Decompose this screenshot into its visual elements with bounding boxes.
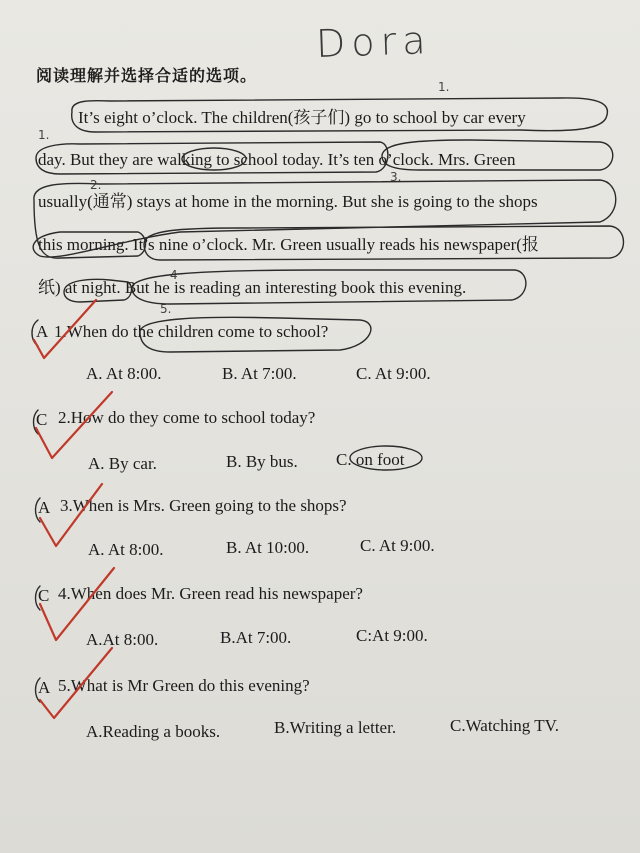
- question-4-answer: C: [38, 586, 50, 605]
- question-5: 5.What is Mr Green do this evening?: [58, 676, 310, 695]
- q1-option-a: A. At 8:00.: [86, 364, 162, 383]
- passage-line-2: day. But they are walking to school today. It’s ten o’clock. Mrs. Green: [38, 150, 516, 169]
- q3-option-c: C. At 9:00.: [360, 536, 435, 555]
- question-3-answer: A: [38, 498, 51, 517]
- margin-mark-3: 3.: [390, 170, 402, 184]
- margin-mark-1: 1.: [38, 128, 50, 142]
- question-1-answer: A: [36, 322, 49, 341]
- q2-option-b: B. By bus.: [226, 452, 298, 471]
- q2-option-a: A. By car.: [88, 454, 157, 473]
- q4-option-a: A.At 8:00.: [86, 630, 159, 649]
- question-3: 3.When is Mrs. Green going to the shops?: [60, 496, 347, 515]
- margin-mark-6: 1.: [438, 80, 450, 94]
- question-2-answer: C: [36, 410, 48, 429]
- q1-option-c: C. At 9:00.: [356, 364, 431, 383]
- passage-line-5: 纸) at night. But he is reading an interesting book this evening.: [38, 278, 467, 297]
- q3-option-a: A. At 8:00.: [88, 540, 164, 559]
- q2-option-c: C. on foot: [336, 450, 405, 469]
- q1-option-b: B. At 7:00.: [222, 364, 297, 383]
- passage-line-4: this morning. It’s nine o’clock. Mr. Green usually reads his newspaper(报: [38, 235, 539, 254]
- exercise-heading: 阅读理解并选择合适的选项。: [36, 66, 258, 85]
- q4-option-c: C:At 9:00.: [356, 626, 428, 645]
- q5-option-c: C.Watching TV.: [450, 716, 559, 735]
- margin-mark-4: 4: [170, 268, 178, 282]
- passage-line-3: usually(通常) stays at home in the morning. But she is going to the shops: [38, 192, 538, 211]
- passage-line-1: It’s eight o’clock. The children(孩子们) go to school by car every: [78, 108, 526, 127]
- question-1: 1.When do the children come to school?: [54, 322, 329, 341]
- q3-option-b: B. At 10:00.: [226, 538, 310, 557]
- question-5-answer: A: [38, 678, 51, 697]
- q5-option-b: B.Writing a letter.: [274, 718, 397, 737]
- margin-mark-2: 2.: [90, 178, 102, 192]
- question-2: 2.How do they come to school today?: [58, 408, 316, 427]
- student-name: Dora: [315, 17, 433, 67]
- q4-option-b: B.At 7:00.: [220, 628, 292, 647]
- margin-mark-5: 5.: [160, 302, 172, 316]
- question-4: 4.When does Mr. Green read his newspaper?: [58, 584, 363, 603]
- q5-option-a: A.Reading a books.: [86, 722, 221, 741]
